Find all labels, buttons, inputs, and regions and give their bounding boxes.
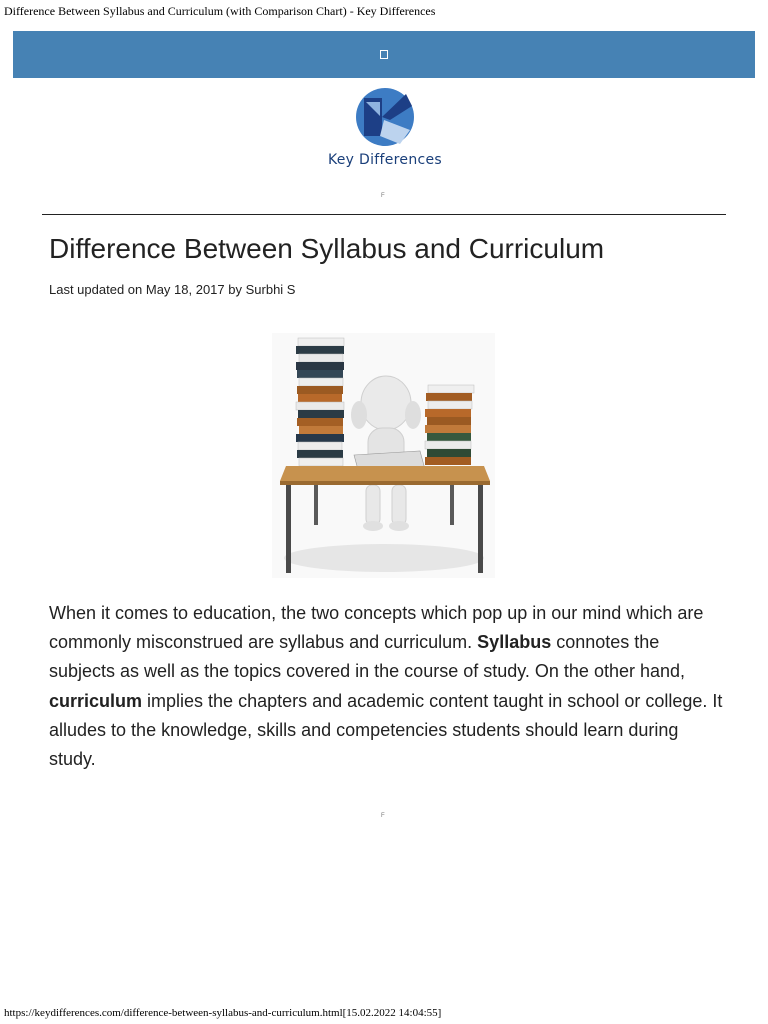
student-with-books-illustration xyxy=(272,333,495,578)
ad-marker: F xyxy=(381,193,385,199)
print-page-url: https://keydifferences.com/difference-between-syllabus-and-curriculum.html[15.02.2022 14:04:55] xyxy=(4,1007,442,1019)
menu-icon[interactable] xyxy=(380,50,388,59)
right-book-stack-icon xyxy=(425,385,474,465)
article-author[interactable]: Surbhi S xyxy=(245,282,296,297)
site-logo[interactable] xyxy=(300,86,470,176)
left-book-stack-icon xyxy=(296,338,344,466)
meta-by: by xyxy=(224,282,246,297)
term-curriculum: curriculum xyxy=(49,690,143,711)
key-differences-logo-icon xyxy=(354,86,416,148)
article-intro xyxy=(49,599,729,774)
article-meta xyxy=(49,282,295,297)
ad-marker-bottom: F xyxy=(381,813,385,819)
print-page-title: Difference Between Syllabus and Curriculum (with Comparison Chart) - Key Differences xyxy=(4,4,436,18)
intro-text-3: implies the chapters and academic content taught in school or college. It alludes to the knowledge, skills and competencies students should learn during study. xyxy=(49,690,723,770)
article-date[interactable]: May 18, 2017 xyxy=(145,282,225,297)
article-title: Difference Between Syllabus and Curriculum xyxy=(49,233,605,264)
header-divider xyxy=(42,214,726,215)
hero-image xyxy=(272,333,495,578)
intro-text-2: connotes the subjects as well as the topics covered in the course of study. On the other hand, xyxy=(49,632,686,682)
logo-text: Key Differences xyxy=(327,152,442,168)
meta-prefix: Last updated on xyxy=(49,282,146,297)
intro-text-1: When it comes to education, the two concepts which pop up in our mind which are commonly misconstrued are syllabus and curriculum. xyxy=(49,603,704,653)
term-syllabus: Syllabus xyxy=(477,632,552,653)
top-navigation-bar xyxy=(13,31,755,78)
